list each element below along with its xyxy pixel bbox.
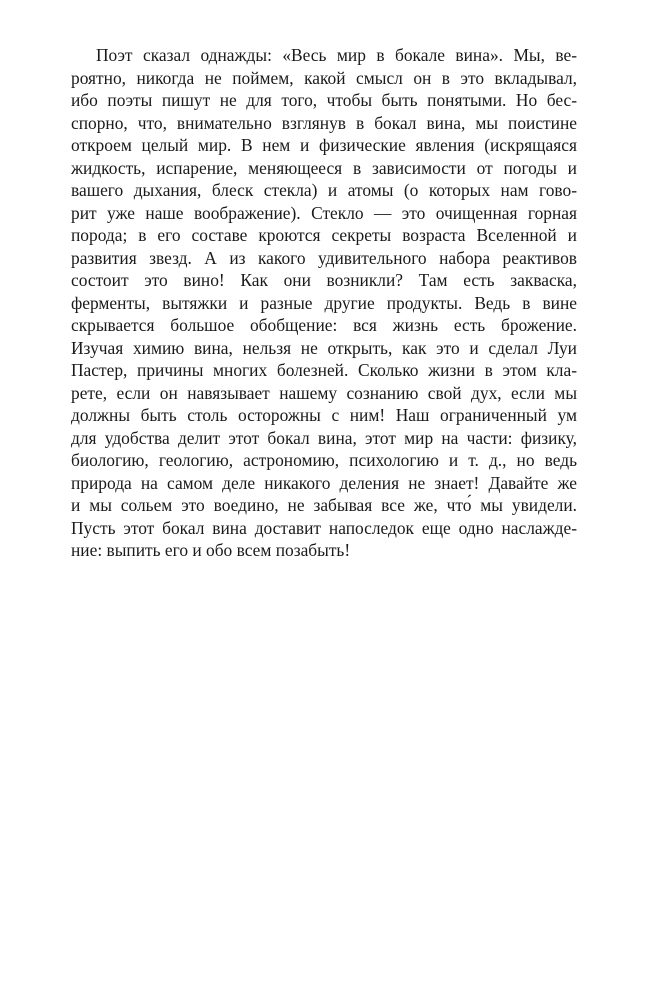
text-line: для удобства делит этот бокал вина, этот мир на части: физику, (71, 427, 577, 448)
text-line: рит уже наше воображение). Стекло — это очищенная горная (71, 202, 577, 223)
text-line: природа на самом деле никакого деления не знает! Давайте же (71, 472, 577, 493)
text-line: и мы сольем это воедино, не забывая все же, что́ мы увидели. (71, 495, 577, 515)
text-line: ферменты, вытяжки и разные другие продукты. Ведь в вине (71, 292, 577, 313)
text-line: порода; в его составе кроются секреты возраста Вселенной и (71, 225, 577, 245)
text-line: роятно, никогда не поймем, какой смысл он в это вкладывал, (71, 67, 577, 88)
text-line: откроем целый мир. В нем и физические явления (искрящаяся (71, 135, 577, 155)
text-line: биологию, геологию, астрономию, психологию и т. д., но ведь (71, 450, 577, 470)
text-line: скрывается большое обобщение: вся жизнь есть брожение. (71, 315, 577, 335)
text-line: Изучая химию вина, нельзя не открыть, как это и сделал Луи (71, 337, 577, 358)
text-line: ибо поэты пишут не для того, чтобы быть понятыми. Но бес- (71, 90, 577, 110)
text-line: развития звезд. А из какого удивительного набора реактивов (71, 247, 577, 268)
text-line: ние: выпить его и обо всем позабыть! (71, 540, 351, 560)
text-line: Пусть этот бокал вина доставит напоследок еще одно наслажде- (71, 517, 577, 538)
text-line: Пастер, причины многих болезней. Сколько жизни в этом кла- (71, 360, 577, 380)
text-line: спорно, что, внимательно взглянув в бокал вина, мы поистине (71, 112, 577, 133)
text-line: вашего дыхания, блеск стекла) и атомы (о которых нам гово- (71, 180, 577, 200)
text-line: рете, если он навязывает нашему сознанию свой дух, если мы (71, 382, 577, 403)
text-line: Поэт сказал однажды: «Весь мир в бокале вина». Мы, ве- (96, 45, 577, 65)
text-line: должны быть столь осторожны с ним! Наш ограниченный ум (71, 405, 577, 425)
body-paragraph (71, 44, 577, 562)
text-line: жидкость, испарение, меняющееся в зависимости от погоды и (71, 157, 577, 178)
text-line: состоит это вино! Как они возникли? Там есть закваска, (71, 270, 577, 290)
